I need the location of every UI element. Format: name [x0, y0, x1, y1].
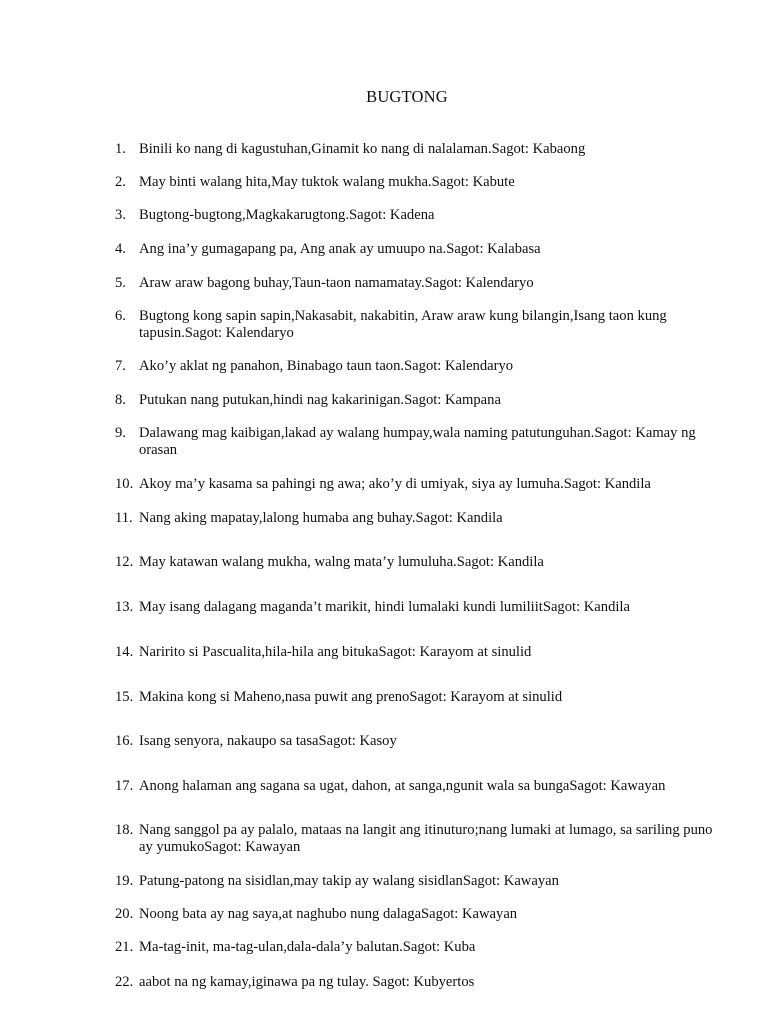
item-number: 2. — [115, 174, 126, 190]
item-number: 10. — [115, 476, 134, 492]
item-number: 7. — [115, 358, 126, 374]
item-text: Naririto si Pascualita,hila-hila ang bitukaSagot: Karayom at sinulid — [139, 644, 532, 660]
item-number: 12. — [115, 554, 134, 570]
list-item — [115, 906, 720, 923]
list-item — [115, 974, 720, 991]
item-number: 22. — [115, 974, 134, 990]
list-item — [115, 275, 720, 292]
list-item — [115, 510, 720, 527]
item-text: Araw araw bagong buhay,Taun-taon namamatay.Sagot: Kalendaryo — [139, 275, 534, 291]
item-text: Nang aking mapatay,lalong humaba ang buhay.Sagot: Kandila — [139, 510, 503, 526]
item-number: 14. — [115, 644, 134, 660]
item-number: 17. — [115, 778, 134, 794]
item-text: aabot na ng kamay,iginawa pa ng tulay. Sagot: Kubyertos — [139, 974, 475, 990]
item-text: Isang senyora, nakaupo sa tasaSagot: Kasoy — [139, 733, 397, 749]
list-item — [115, 733, 720, 750]
item-number: 3. — [115, 207, 126, 223]
item-number: 15. — [115, 689, 134, 705]
list-item — [115, 174, 720, 191]
list-item — [115, 358, 720, 375]
list-item — [115, 425, 720, 459]
item-number: 18. — [115, 822, 134, 838]
list-item — [115, 476, 720, 493]
list-item — [115, 392, 720, 409]
item-text: Binili ko nang di kagustuhan,Ginamit ko nang di nalalaman.Sagot: Kabaong — [139, 141, 586, 157]
item-text: Ako’y aklat ng panahon, Binabago taun taon.Sagot: Kalendaryo — [139, 358, 514, 374]
item-text: Anong halaman ang sagana sa ugat, dahon, at sanga,ngunit wala sa bungaSagot: Kawayan — [139, 778, 666, 794]
item-text: Nang sanggol pa ay palalo, mataas na langit ang itinuturo;nang lumaki at lumago, sa sariling puno ay yumukoSagot: Kawayan — [139, 822, 713, 855]
list-item — [115, 644, 720, 661]
list-item — [115, 308, 720, 342]
item-text: Bugtong-bugtong,Magkakarugtong.Sagot: Kadena — [139, 207, 435, 223]
item-text: Makina kong si Maheno,nasa puwit ang prenoSagot: Karayom at sinulid — [139, 689, 563, 705]
item-number: 19. — [115, 873, 134, 889]
item-number: 6. — [115, 308, 126, 324]
list-item — [115, 778, 720, 795]
item-text: Ma-tag-init, ma-tag-ulan,dala-dala’y balutan.Sagot: Kuba — [139, 939, 476, 955]
item-number: 4. — [115, 241, 126, 257]
list-item — [115, 554, 720, 571]
item-number: 20. — [115, 906, 134, 922]
item-text: May katawan walang mukha, walng mata’y lumuluha.Sagot: Kandila — [139, 554, 544, 570]
item-text: May binti walang hita,May tuktok walang mukha.Sagot: Kabute — [139, 174, 515, 190]
item-number: 16. — [115, 733, 134, 749]
list-item — [115, 873, 720, 890]
list-item — [115, 822, 720, 856]
item-text: Akoy ma’y kasama sa pahingi ng awa; ako’y di umiyak, siya ay lumuha.Sagot: Kandila — [139, 476, 651, 492]
item-text: Patung-patong na sisidlan,may takip ay walang sisidlanSagot: Kawayan — [139, 873, 559, 889]
list-item — [115, 241, 720, 258]
item-number: 1. — [115, 141, 126, 157]
item-number: 13. — [115, 599, 134, 615]
list-item — [115, 207, 720, 224]
list-item — [115, 689, 720, 706]
item-number: 11. — [115, 510, 133, 526]
document-title: BUGTONG — [366, 87, 448, 106]
list-item — [115, 939, 720, 956]
list-item — [115, 599, 720, 616]
item-number: 8. — [115, 392, 126, 408]
item-text: May isang dalagang maganda’t marikit, hindi lumalaki kundi lumiliitSagot: Kandila — [139, 599, 630, 615]
item-number: 5. — [115, 275, 126, 291]
item-number: 21. — [115, 939, 134, 955]
list-item — [115, 141, 720, 158]
item-text: Noong bata ay nag saya,at naghubo nung dalagaSagot: Kawayan — [139, 906, 518, 922]
item-text: Putukan nang putukan,hindi nag kakarinigan.Sagot: Kampana — [139, 392, 501, 408]
item-text: Dalawang mag kaibigan,lakad ay walang humpay,wala naming patutunguhan.Sagot: Kamay ng orasan — [139, 425, 696, 458]
item-text: Ang ina’y gumagapang pa, Ang anak ay umuupo na.Sagot: Kalabasa — [139, 241, 541, 257]
item-number: 9. — [115, 425, 126, 441]
item-text: Bugtong kong sapin sapin,Nakasabit, nakabitin, Araw araw kung bilangin,Isang taon kung tapusin.Sagot: Kalendaryo — [139, 308, 667, 341]
